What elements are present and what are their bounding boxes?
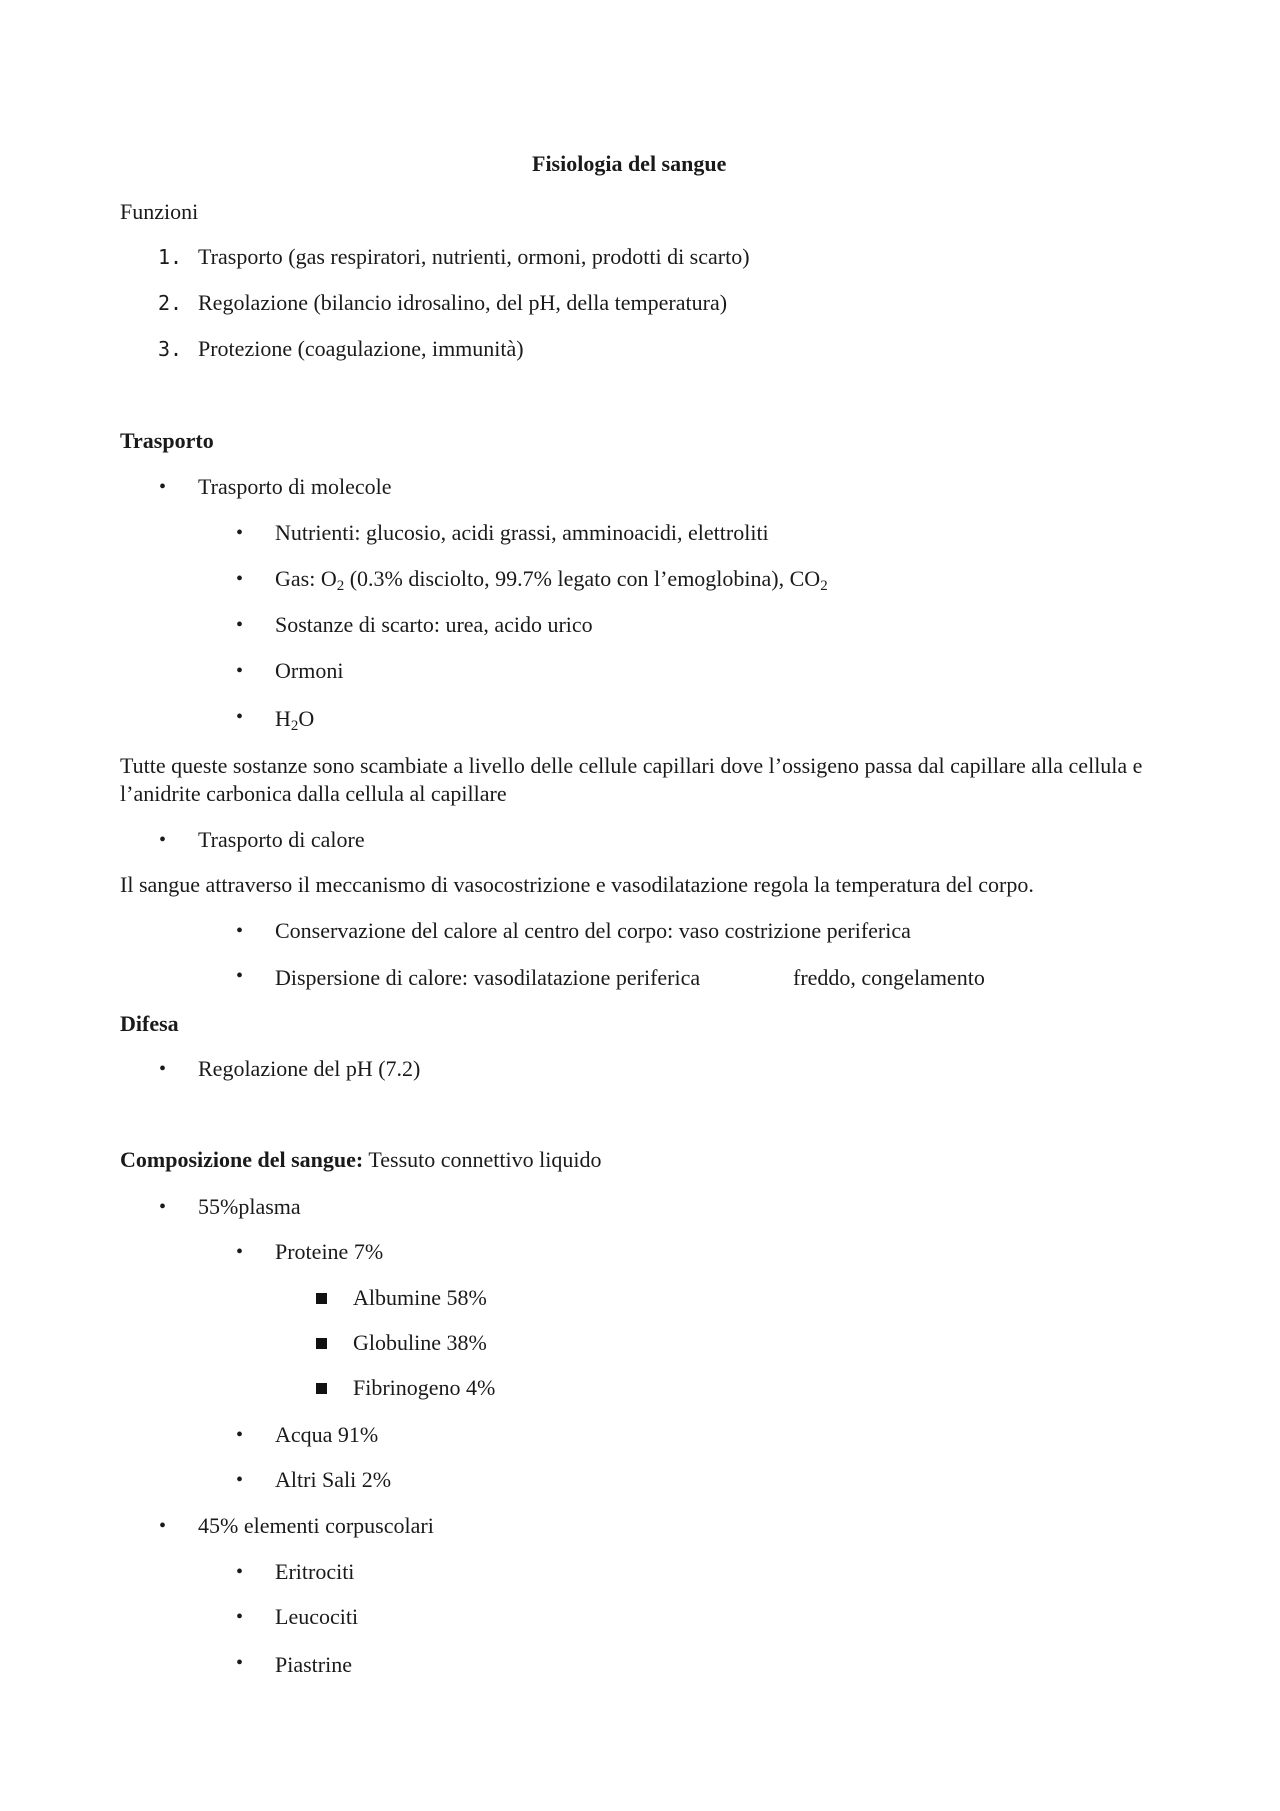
section-heading-composizione: Composizione del sangue:	[120, 1147, 364, 1172]
list-number: 3.	[158, 337, 183, 361]
bullet-icon: •	[236, 660, 244, 682]
list-item: Albumine 58%	[353, 1285, 487, 1310]
bullet-icon: •	[236, 614, 244, 636]
dispersione-note: freddo, congelamento	[793, 965, 985, 990]
list-item: Proteine 7%	[275, 1239, 384, 1264]
bullet-icon: •	[159, 476, 167, 498]
section-heading-trasporto: Trasporto	[120, 428, 214, 453]
section-heading-difesa: Difesa	[120, 1011, 179, 1036]
list-item: Piastrine	[275, 1652, 352, 1677]
list-item: Trasporto di molecole	[198, 474, 392, 499]
list-item: Sostanze di scarto: urea, acido urico	[275, 612, 593, 637]
bullet-icon: •	[159, 1196, 167, 1218]
list-item: Protezione (coagulazione, immunità)	[198, 336, 524, 361]
bullet-icon: •	[236, 568, 244, 590]
list-item: Dispersione di calore: vasodilatazione periferica	[275, 965, 701, 990]
list-item: Ormoni	[275, 658, 344, 683]
list-number: 2.	[158, 291, 183, 315]
bullet-icon: •	[236, 706, 244, 728]
list-item: Regolazione (bilancio idrosalino, del pH, della temperatura)	[198, 290, 728, 315]
list-item: Conservazione del calore al centro del corpo: vaso costrizione periferica	[275, 918, 911, 943]
list-number: 1.	[158, 245, 183, 269]
square-bullet-icon	[316, 1284, 327, 1312]
bullet-icon: •	[159, 1515, 167, 1537]
scambio-paragraph: Tutte queste sostanze sono scambiate a livello delle cellule capillari dove l’ossigeno passa dal capillare alla cellula e l’anidrite carbonica dalla cellula al capillare	[120, 753, 1143, 806]
list-item: Fibrinogeno 4%	[353, 1375, 496, 1400]
list-item: 45% elementi corpuscolari	[198, 1513, 434, 1538]
square-bullet-icon	[316, 1374, 327, 1402]
list-item: 55%plasma	[198, 1194, 301, 1219]
list-item: Eritrociti	[275, 1559, 355, 1584]
page-title: Fisiologia del sangue	[532, 151, 727, 176]
bullet-icon: •	[236, 1469, 244, 1491]
list-item: Globuline 38%	[353, 1330, 487, 1355]
list-item: Leucociti	[275, 1604, 359, 1629]
bullet-icon: •	[236, 965, 244, 987]
list-item: Nutrienti: glucosio, acidi grassi, amminoacidi, elettroliti	[275, 520, 769, 545]
list-item: Trasporto di calore	[198, 827, 365, 852]
list-item: Altri Sali 2%	[275, 1467, 392, 1492]
bullet-icon: •	[236, 920, 244, 942]
composizione-line	[120, 1146, 601, 1174]
bullet-icon: •	[236, 1424, 244, 1446]
calore-paragraph: Il sangue attraverso il meccanismo di vasocostrizione e vasodilatazione regola la temperatura del corpo.	[120, 872, 1034, 897]
funzioni-heading: Funzioni	[120, 199, 199, 224]
list-item: Trasporto (gas respiratori, nutrienti, ormoni, prodotti di scarto)	[198, 244, 750, 269]
bullet-icon: •	[236, 1652, 244, 1674]
bullet-icon: •	[236, 522, 244, 544]
list-item: Regolazione del pH (7.2)	[198, 1056, 421, 1081]
list-item: Acqua 91%	[275, 1422, 379, 1447]
bullet-icon: •	[159, 829, 167, 851]
composizione-subtitle: Tessuto connettivo liquido	[368, 1147, 602, 1172]
bullet-icon: •	[236, 1241, 244, 1263]
bullet-icon: •	[159, 1058, 167, 1080]
square-bullet-icon	[316, 1329, 327, 1357]
list-item-gas: Gas: $O_2$ (0.3% disciolto, 99.7% legato con l’emoglobina), $CO_2$	[275, 566, 828, 594]
bullet-icon: •	[236, 1606, 244, 1628]
list-item-water: $H_2O$	[275, 706, 315, 734]
bullet-icon: •	[236, 1561, 244, 1583]
